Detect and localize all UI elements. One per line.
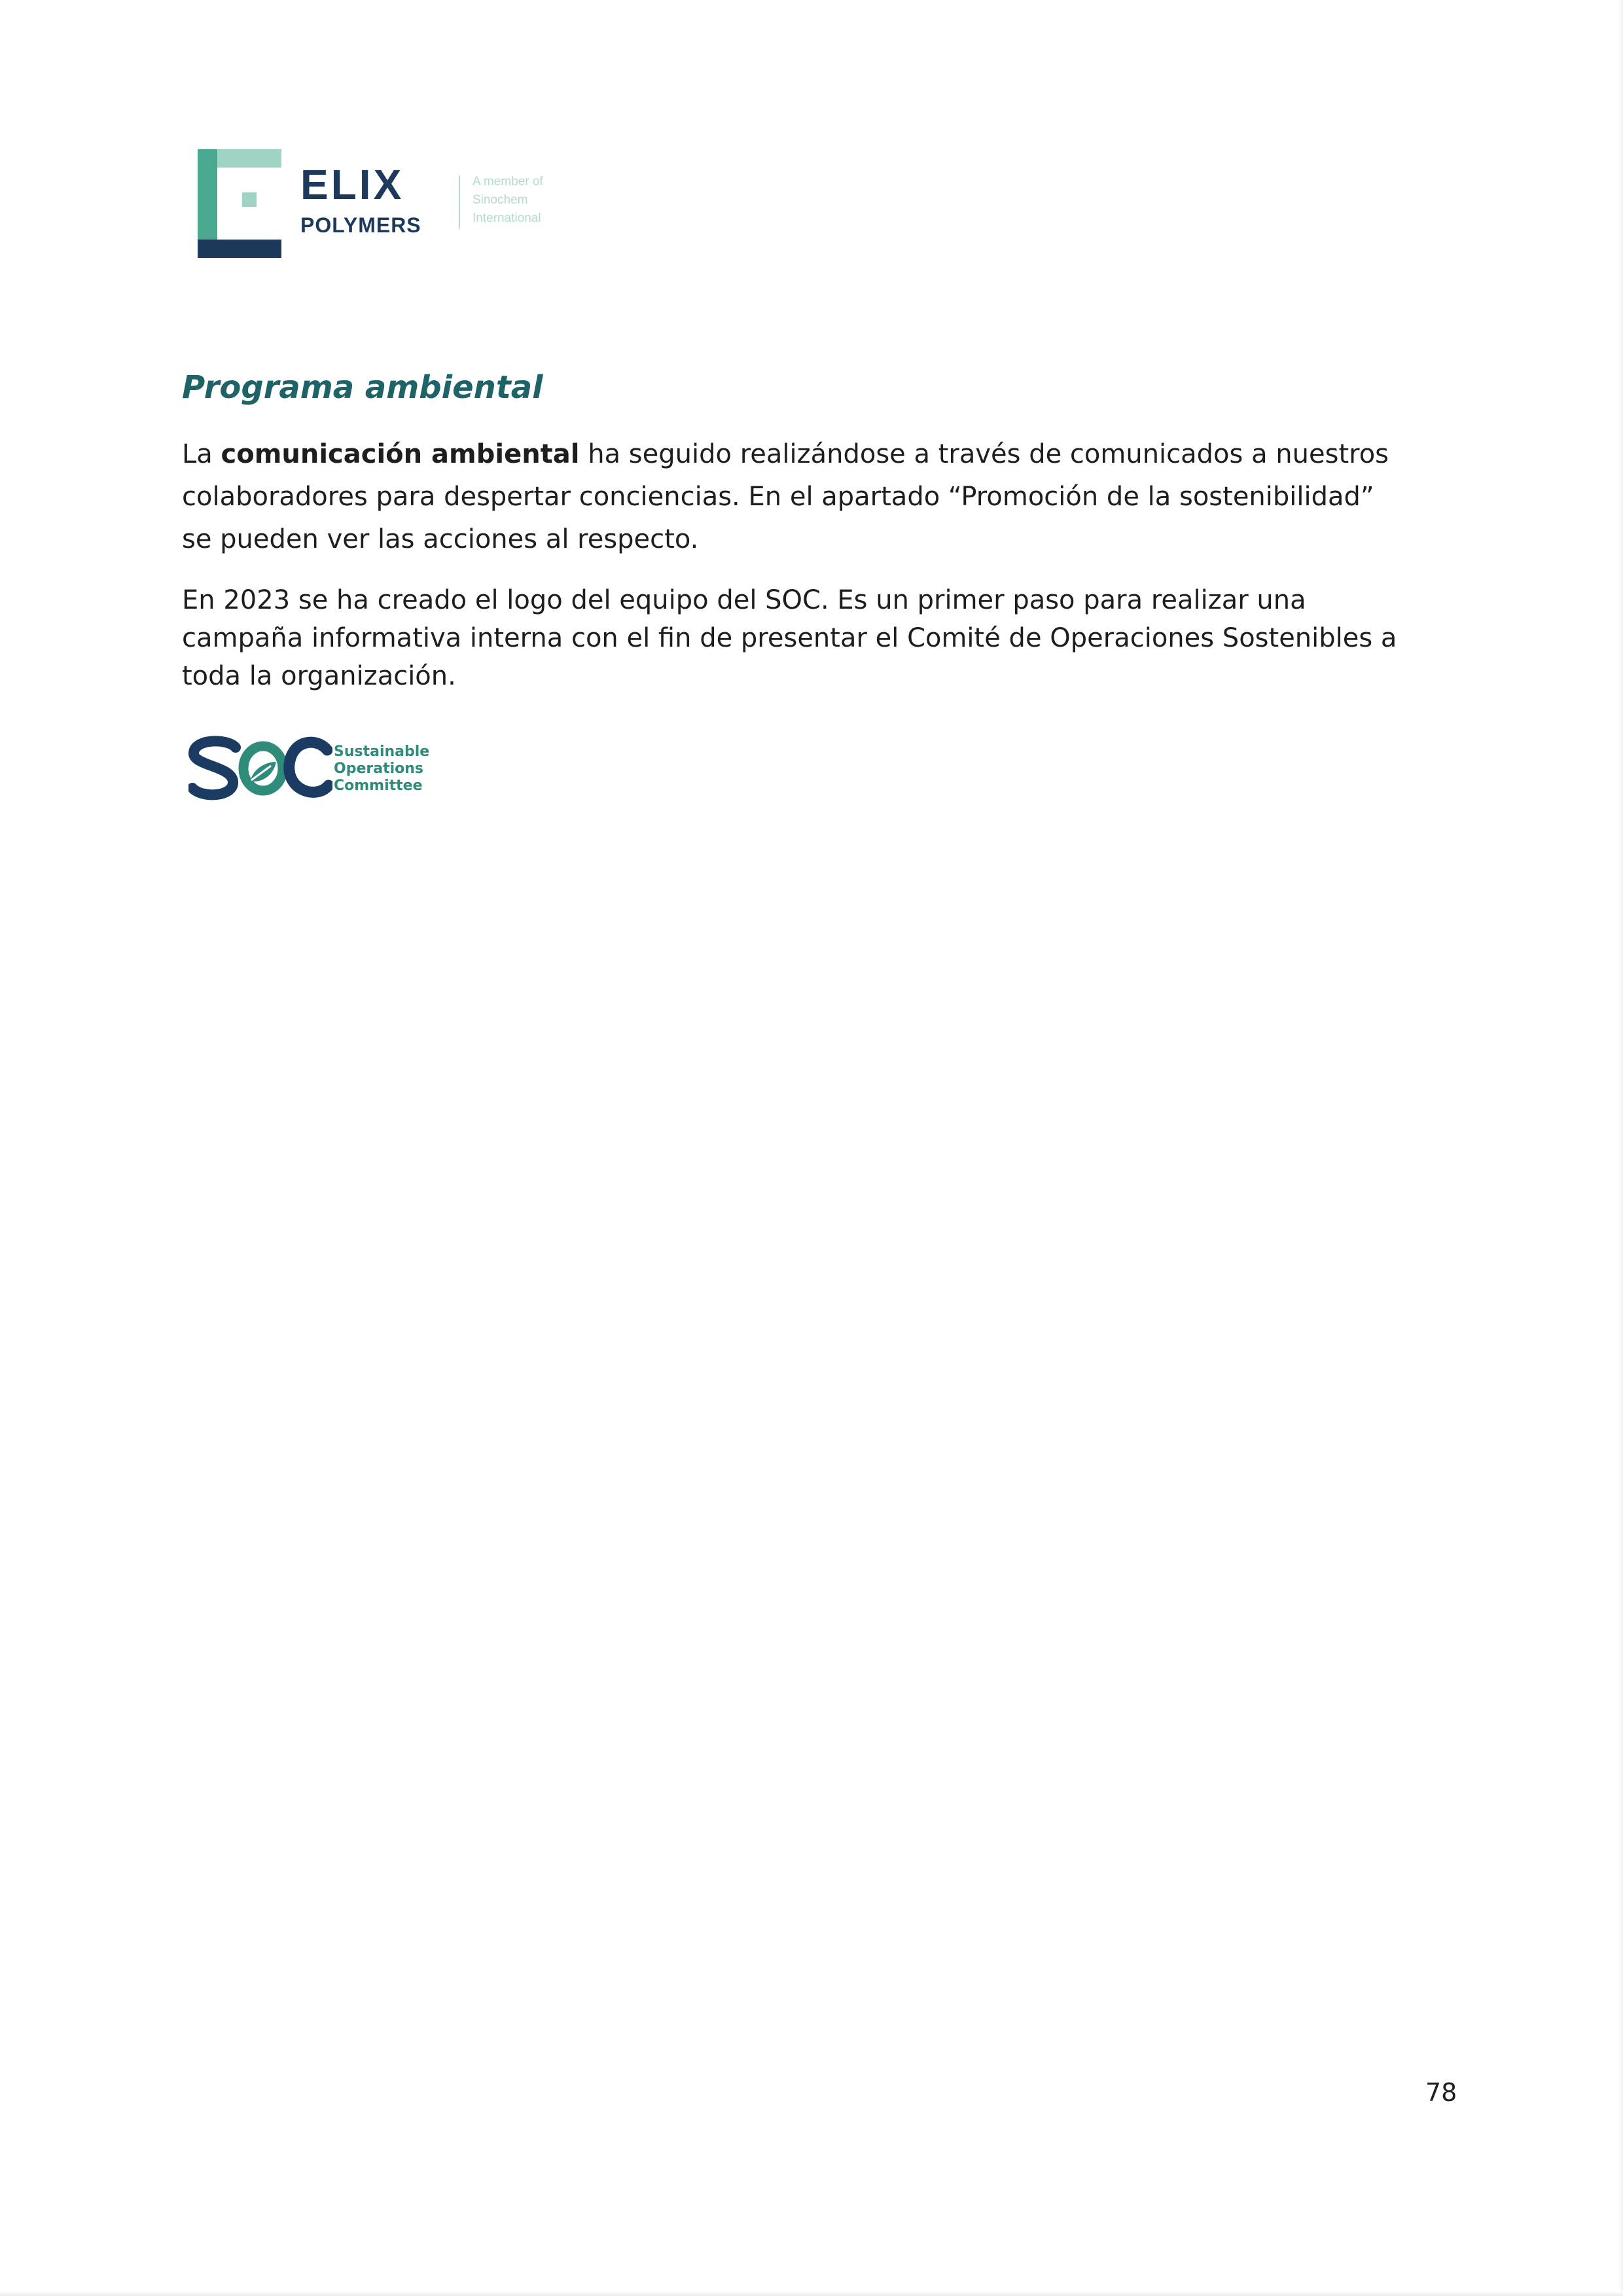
section-title: Programa ambiental [182, 369, 543, 406]
paragraph-text: La [182, 439, 221, 469]
soc-letters-leaf-icon [188, 733, 332, 805]
elix-polymers-logo [198, 149, 590, 260]
elix-logo-mark-icon [198, 149, 281, 258]
member-of-caption [473, 173, 543, 228]
member-line: Sinochem [473, 193, 528, 207]
paragraph-bold-term: comunicación ambiental [221, 439, 580, 469]
page-number: 78 [1425, 2078, 1457, 2107]
paragraph-text: ha seguido realizándose a través de comunicados a nuestros colaboradores para despertar conciencias. En el apartado “Promoción de la sostenibilidad” se pueden ver las acciones al respecto. [182, 439, 1389, 554]
elix-brand-subtitle: POLYMERS [300, 213, 421, 237]
member-line: International [473, 211, 541, 225]
soc-caption [334, 744, 429, 795]
page-edge-shadow-bottom [0, 2291, 1623, 2296]
soc-logo [188, 733, 450, 805]
paragraph-soc-logo: En 2023 se ha creado el logo del equipo del SOC. Es un primer paso para realizar una campaña informativa interna con el fin de presentar el Comité de Operaciones Sostenibles a toda la organización. [182, 585, 1397, 691]
logo-divider [459, 175, 460, 229]
elix-brand-name: ELIX [300, 161, 404, 208]
soc-caption-line: Sustainable [334, 744, 430, 760]
page-edge-shadow [1619, 0, 1623, 2296]
soc-caption-line: Operations [334, 761, 423, 777]
member-line: A member of [473, 175, 543, 188]
paragraph-environmental-communication [182, 433, 1399, 561]
soc-caption-line: Committee [334, 778, 423, 794]
